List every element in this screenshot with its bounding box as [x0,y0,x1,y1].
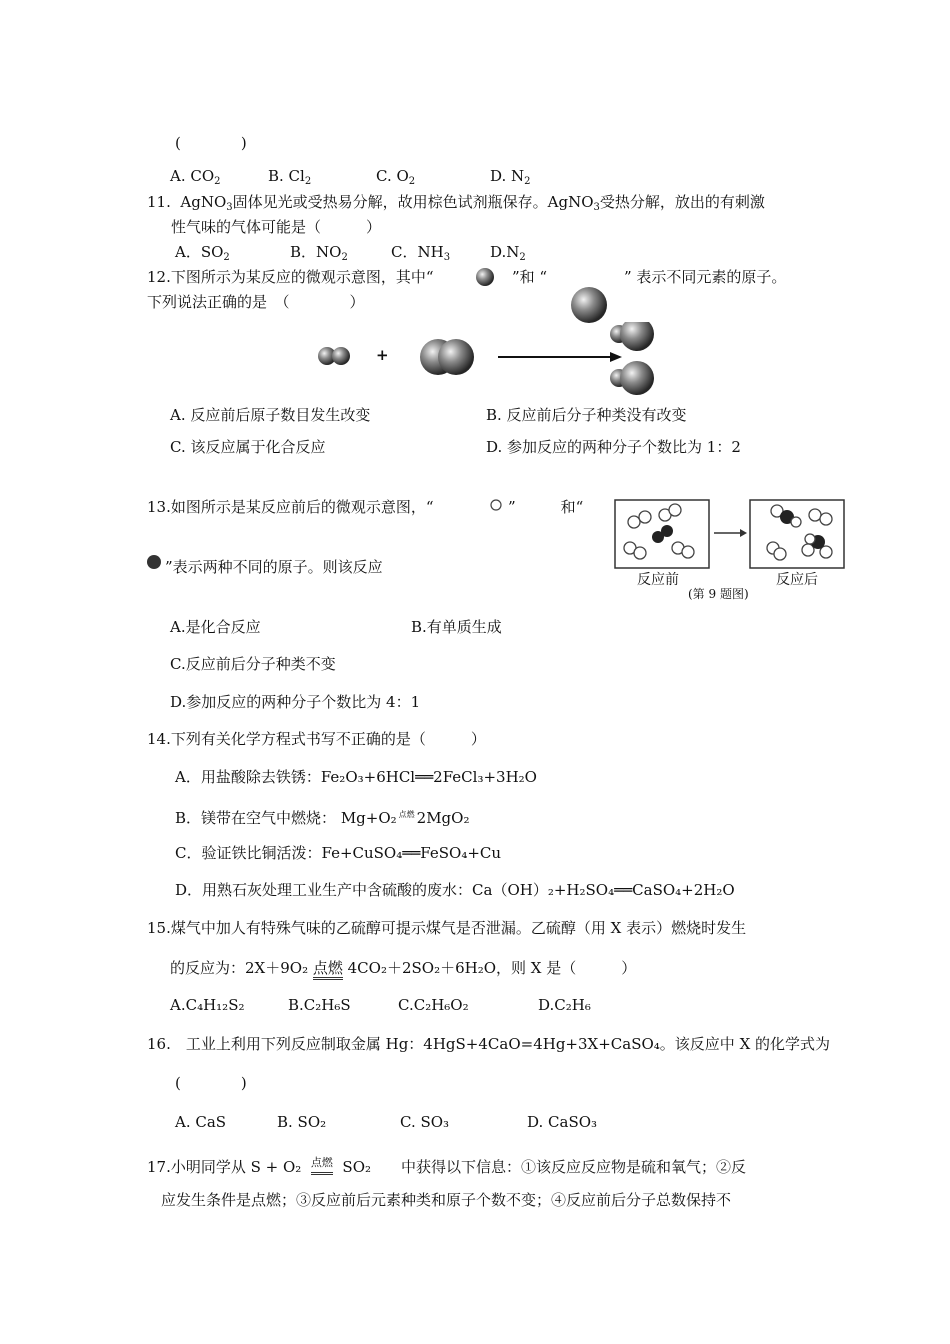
q14-option-b: B．镁带在空气中燃烧： Mg+O₂ $^{点燃}$ 2MgO₂ [175,809,470,827]
q13-option-b: B.有单质生成 [411,618,502,636]
q15-option-d: D.C₂H₆ [538,996,591,1014]
reaction-condition: 点燃 [312,959,343,977]
q15-option-b: B.C₂H₆S [288,996,351,1014]
q12-reaction-diagram [310,322,670,402]
q13-stem-part2: ” 和“ [508,498,584,516]
figure-label-before: 反应前 [637,572,679,588]
q16-stem: 16. 工业上利用下列反应制取金属 Hg：4HgS+4CaO=4Hg+3X+CaSO₄。该反应中 X 的化学式为 [147,1035,831,1053]
large-atom-icon [568,284,610,326]
q12-stem-part1: 12.下图所示为某反应的微观示意图，其中“ [147,268,434,286]
q10-option-c: C. $O_2$ [376,167,416,187]
q12-option-c: C. 该反应属于化合反应 [170,438,326,456]
q17-stem-line2: 应发生条件是点燃；③反应前后元素种类和原子个数不变；④反应前后分子总数保持不 [161,1191,732,1209]
figure-label-after: 反应后 [776,572,818,588]
q15-option-a: A.C₄H₁₂S₂ [170,996,245,1014]
q13-stem-line2: ”表示两种不同的原子。则该反应 [165,558,383,576]
q16-option-b: B. SO₂ [277,1113,327,1131]
q17-reaction-condition: 点燃 [311,1153,333,1173]
q16-option-d: D. CaSO₃ [527,1113,598,1131]
figure-caption: (第 9 题图) [688,587,749,601]
q13-option-d: D.参加反应的两种分子个数比为 4：1 [170,693,421,711]
q14-option-a: A．用盐酸除去铁锈：Fe₂O₃+6HCl══2FeCl₃+3H₂O [175,768,537,786]
q13-option-a: A.是化合反应 [170,618,261,636]
q10-option-a: A. $CO_2$ [170,167,221,187]
after-box [750,500,844,568]
q12-option-a: A. 反应前后原子数目发生改变 [170,406,371,424]
q14-stem: 14.下列有关化学方程式书写不正确的是（ ） [147,730,486,748]
q13-stem-part1: 13.如图所示是某反应前后的微观示意图，“ [147,498,434,516]
q10-option-b: B. $Cl_2$ [268,167,312,187]
q11-option-c: C．$NH_3$ [391,243,451,263]
q12-stem-part2: ”和 “ [512,268,548,286]
q11-option-a: A．$SO_2$ [175,243,230,263]
q11-stem-line2: 性气味的气体可能是（ ） [171,218,382,236]
q11-option-d: $D.N_2$ [490,243,526,263]
q13-option-c: C.反应前后分子种类不变 [170,655,336,673]
black-atom-icon [145,553,163,571]
q12-option-d: D. 参加反应的两种分子个数比为 1：2 [486,438,741,456]
white-atom-icon [488,497,506,513]
q15-option-c: C.C₂H₆O₂ [398,996,469,1014]
small-atom-icon [474,266,496,288]
q10-option-d: D. $N_2$ [490,167,531,187]
q11-option-b: B．$NO_2$ [290,243,348,263]
q12-stem-part3: ” 表示不同元素的原子。 [624,268,787,286]
q15-stem-line2: 的反应为：2X＋9O₂ 点燃 4CO₂＋2SO₂＋6H₂O，则 X 是（ ） [170,959,637,977]
q16-answer-paren: ( ) [175,1074,247,1092]
q17-stem-line1: 17.小明同学从 S + O₂ 点燃 SO₂ 中获得以下信息：①该反应反应物是硫和氧气；②反 [147,1153,746,1177]
q14-option-c: C．验证铁比铜活泼：Fe+CuSO₄══FeSO₄+Cu [175,844,502,862]
q12-option-b: B. 反应前后分子种类没有改变 [486,406,687,424]
q15-stem-line1: 15.煤气中加人有特殊气味的乙硫醇可提示煤气是否泄漏。乙硫醇（用 X 表示）燃烧时发生 [147,919,747,937]
q14-option-d: D．用熟石灰处理工业生产中含硫酸的废水：Ca（OH）₂+H₂SO₄══CaSO₄+2H₂O [175,881,735,899]
q16-option-a: A. CaS [175,1113,227,1131]
q10-answer-paren: ( ) [175,134,247,152]
q12-stem-line2: 下列说法正确的是 （ ） [147,293,365,311]
q11-stem-line1: 11. AgNO$_3$固体见光或受热易分解，故用棕色试剂瓶保存。AgNO$_3$受热分解，放出的有刺激 [147,193,765,213]
q16-option-c: C. SO₃ [400,1113,450,1131]
plus-sign: + [376,346,389,364]
